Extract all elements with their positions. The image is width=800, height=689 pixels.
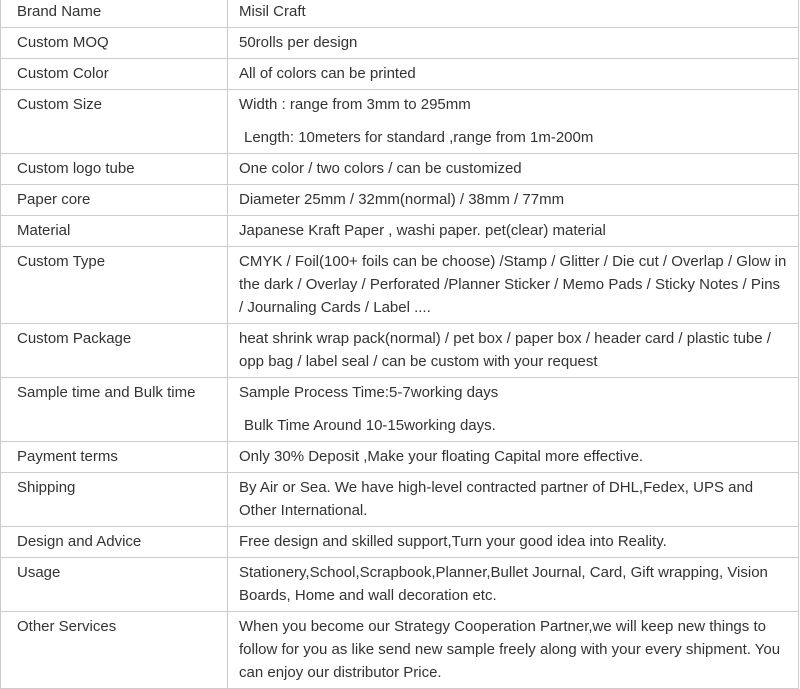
row-label: Custom Size (1, 90, 228, 154)
table-row (1, 28, 799, 59)
value-text: Sample Process Time:5-7working days (239, 384, 499, 401)
value-text: Length: 10meters for standard ,range from 1m-200m (244, 129, 594, 146)
value-text: Japanese Kraft Paper , washi paper. pet(clear) material (239, 222, 606, 239)
table-row (1, 59, 799, 90)
value-text: One color / two colors / can be customized (239, 160, 522, 177)
row-label: Payment terms (1, 442, 228, 473)
value-text: Only 30% Deposit ,Make your floating Capital more effective. (239, 448, 644, 465)
value-text: Free design and skilled support,Turn your good idea into Reality. (239, 533, 667, 550)
row-value (228, 90, 799, 154)
value-text: Stationery,School,Scrapbook,Planner,Bullet Journal, Card, Gift wrapping, Vision Boards, Home and wall decoration etc. (239, 564, 768, 604)
row-value (228, 185, 799, 216)
table-row (1, 216, 799, 247)
table-row (1, 612, 799, 689)
value-text: All of colors can be printed (239, 65, 416, 82)
row-value (228, 247, 799, 324)
table-row (1, 185, 799, 216)
row-value (228, 442, 799, 473)
row-value (228, 612, 799, 689)
row-value (228, 28, 799, 59)
value-text: Bulk Time Around 10-15working days. (244, 417, 496, 434)
value-text: By Air or Sea. We have high-level contracted partner of DHL,Fedex, UPS and Other International. (239, 479, 754, 519)
row-label: Shipping (1, 473, 228, 527)
value-text: heat shrink wrap pack(normal) / pet box / paper box / header card / plastic tube / opp bag / label seal / can be custom with your request (239, 330, 771, 370)
row-value (228, 378, 799, 442)
row-label: Material (1, 216, 228, 247)
row-value (228, 527, 799, 558)
table-row (1, 473, 799, 527)
row-label: Custom Package (1, 324, 228, 378)
row-value (228, 154, 799, 185)
row-value (228, 216, 799, 247)
value-text: When you become our Strategy Cooperation Partner,we will keep new things to follow for you as like send new sample freely along with your every shipment. You can enjoy our distributor Price. (239, 618, 781, 681)
row-label: Custom MOQ (1, 28, 228, 59)
row-label: Custom Color (1, 59, 228, 90)
row-label: Sample time and Bulk time (1, 378, 228, 442)
value-text: 50rolls per design (239, 34, 358, 51)
table-row (1, 378, 799, 442)
table-row (1, 0, 799, 28)
row-label: Custom logo tube (1, 154, 228, 185)
row-value (228, 558, 799, 612)
row-label: Usage (1, 558, 228, 612)
value-text: Width : range from 3mm to 295mm (239, 96, 471, 113)
table-row (1, 527, 799, 558)
row-value (228, 473, 799, 527)
row-label: Design and Advice (1, 527, 228, 558)
row-value (228, 324, 799, 378)
value-text: Misil Craft (239, 3, 306, 20)
value-text: Diameter 25mm / 32mm(normal) / 38mm / 77mm (239, 191, 565, 208)
row-value (228, 59, 799, 90)
table-row (1, 247, 799, 324)
row-label: Brand Name (1, 0, 228, 28)
row-label: Custom Type (1, 247, 228, 324)
table-row (1, 442, 799, 473)
row-label: Paper core (1, 185, 228, 216)
row-value (228, 0, 799, 28)
table-row (1, 90, 799, 154)
table-row (1, 154, 799, 185)
row-label: Other Services (1, 612, 228, 689)
table-row (1, 324, 799, 378)
table-row (1, 558, 799, 612)
value-text: CMYK / Foil(100+ foils can be choose) /Stamp / Glitter / Die cut / Overlap / Glow in the dark / Overlay / Perforated /Planner Sticker / Memo Pads / Sticky Notes / Pins / Journaling Cards / Label .... (239, 253, 787, 316)
